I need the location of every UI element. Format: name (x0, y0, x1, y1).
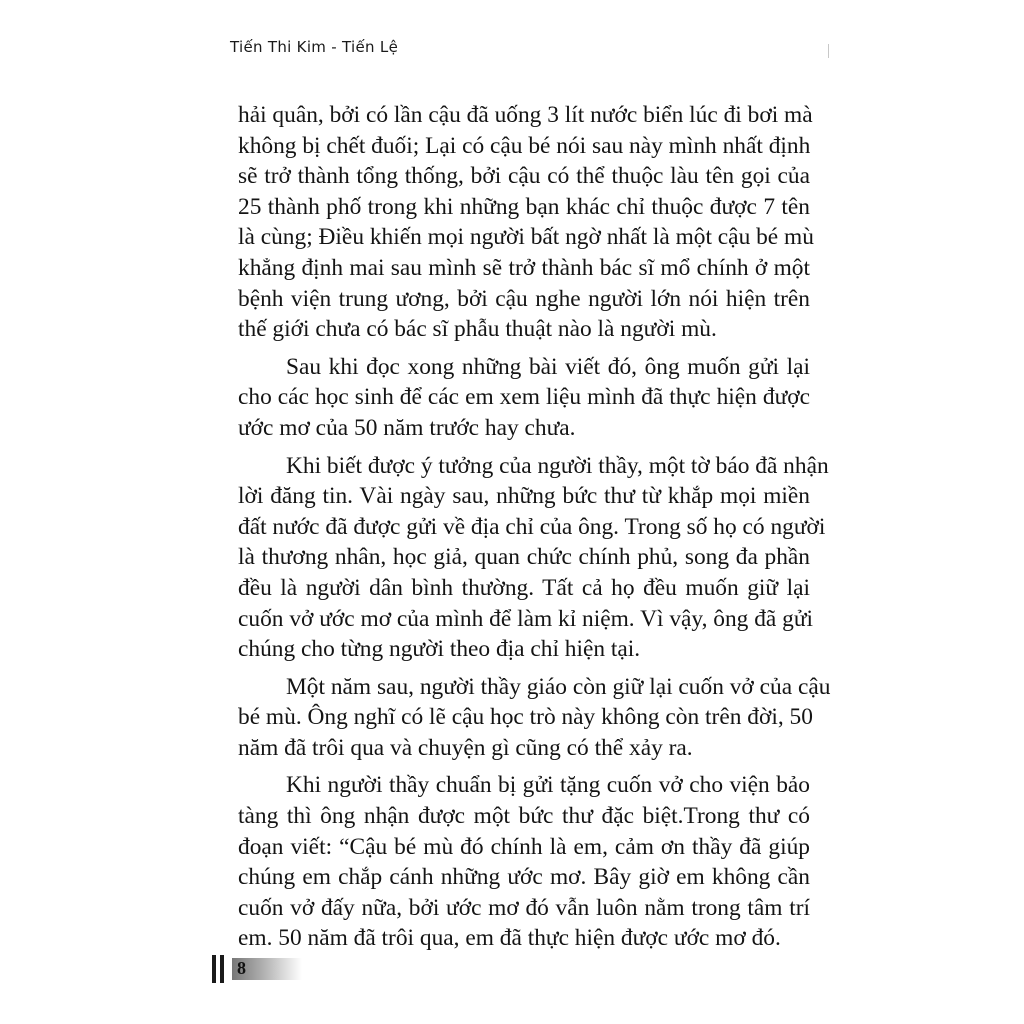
text-line: em. 50 năm đã trôi qua, em đã thực hiện được ước mơ đó. (238, 925, 781, 952)
text-line: cuốn vở ước mơ của mình để làm kỉ niệm. Vì vậy, ông đã gửi (238, 605, 813, 632)
text-line: lời đăng tin. Vài ngày sau, những bức thư từ khắp mọi miền (238, 483, 810, 510)
decorative-bar (220, 955, 224, 983)
text-line: chúng em chắp cánh những ước mơ. Bây giờ em không cần (238, 864, 810, 891)
text-line: đều là người dân bình thường. Tất cả họ đều muốn giữ lại (238, 574, 810, 601)
text-line: bé mù. Ông nghĩ có lẽ cậu học trò này không còn trên đời, 50 (238, 704, 813, 731)
text-line: ước mơ của 50 năm trước hay chưa. (238, 414, 576, 441)
running-header: Tiến Thi Kim - Tiến Lệ (230, 38, 399, 56)
page-edge-mark (828, 44, 829, 58)
text-line: đất nước đã được gửi về địa chỉ của ông. Trong số họ có người (238, 513, 826, 540)
text-line: cho các học sinh để các em xem liệu mình đã thực hiện được (238, 384, 810, 411)
text-line: đoạn viết: “Cậu bé mù đó chính là em, cảm ơn thầy đã giúp (238, 833, 810, 860)
text-line: cuốn vở đấy nữa, bởi ước mơ đó vẫn luôn nằm trong tâm trí (238, 894, 810, 921)
text-line: Một năm sau, người thầy giáo còn giữ lại cuốn vở của cậu (286, 673, 831, 700)
paragraph (238, 352, 810, 444)
text-line: không bị chết đuối; Lại có cậu bé nói sau này mình nhất định (238, 132, 811, 159)
paragraph (238, 451, 829, 665)
text-line: thế giới chưa có bác sĩ phẫu thuật nào là người mù. (238, 316, 717, 343)
text-line: bệnh viện trung ương, bởi cậu nghe người lớn nói hiện trên (238, 285, 810, 312)
page-number-marker (212, 955, 302, 983)
text-line: chúng cho từng người theo địa chỉ hiện tại. (238, 636, 641, 663)
text-line: Sau khi đọc xong những bài viết đó, ông muốn gửi lại (286, 353, 810, 380)
text-line: Khi biết được ý tưởng của người thầy, một tờ báo đã nhận (286, 452, 829, 479)
paragraph (238, 100, 814, 345)
paragraph (238, 770, 810, 954)
text-line: khẳng định mai sau mình sẽ trở thành bác sĩ mổ chính ở một (238, 254, 810, 281)
text-line: 25 thành phố trong khi những bạn khác chỉ thuộc được 7 tên (238, 193, 810, 220)
text-line: là cùng; Điều khiến mọi người bất ngờ nhất là một cậu bé mù (238, 224, 814, 251)
text-line: Khi người thầy chuẩn bị gửi tặng cuốn vở cho viện bảo (286, 772, 810, 799)
page-number: 8 (237, 958, 246, 978)
text-line: hải quân, bởi có lần cậu đã uống 3 lít nước biển lúc đi bơi mà (238, 102, 813, 128)
text-line: sẽ trở thành tổng thống, bởi cậu có thể thuộc làu tên gọi của (238, 163, 810, 190)
decorative-bar (212, 955, 216, 983)
text-line: là thương nhân, học giả, quan chức chính phủ, song đa phần (238, 544, 810, 571)
paragraph (238, 672, 831, 764)
text-line: năm đã trôi qua và chuyện gì cũng có thể xảy ra. (238, 734, 693, 761)
body-text (238, 100, 831, 961)
text-line: tàng thì ông nhận được một bức thư đặc biệt.Trong thư có (238, 803, 810, 830)
